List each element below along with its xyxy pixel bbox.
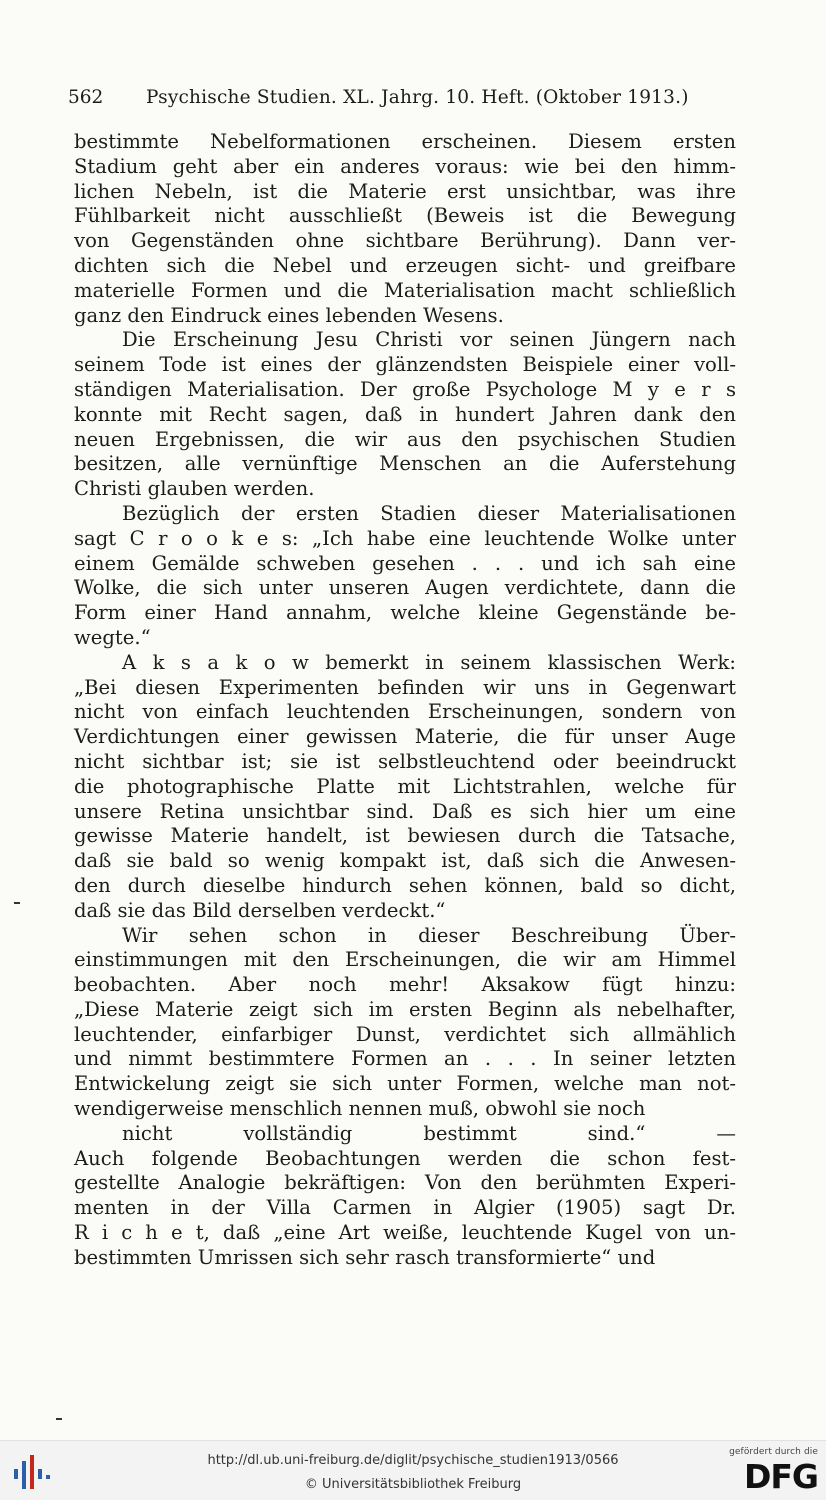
text-line: Wir sehen schon in dieser Beschreibung Über- bbox=[122, 923, 736, 947]
text-line: R i c h e t, daß „eine Art weiße, leuchtende Kugel von un- bbox=[74, 1221, 736, 1245]
text-line: „Bei diesen Experimenten befinden wir uns in Gegenwart bbox=[74, 675, 736, 699]
text-line: seinem Tode ist eines der glänzendsten Beispiele einer voll- bbox=[74, 353, 736, 377]
text-line: materielle Formen und die Materialisation macht schließlich bbox=[74, 278, 736, 302]
text-line: gewisse Materie handelt, ist bewiesen durch die Tatsache, bbox=[74, 824, 736, 848]
text-line: Fühlbarkeit nicht ausschließt (Beweis ist die Bewegung bbox=[74, 204, 736, 228]
text-line: A k s a k o w bemerkt in seinem klassischen Werk: bbox=[122, 650, 736, 674]
page-number: 562 bbox=[68, 87, 104, 108]
viewer-footer bbox=[0, 1440, 826, 1500]
running-title: Psychische Studien. XL. Jahrg. 10. Heft. (Oktober 1913.) bbox=[146, 87, 689, 108]
running-header bbox=[68, 84, 736, 112]
text-line: Bezüglich der ersten Stadien dieser Materialisationen bbox=[122, 501, 736, 525]
text-line: unsere Retina unsichtbar sind. Daß es sich hier um eine bbox=[74, 799, 736, 823]
sponsor-block bbox=[726, 1447, 818, 1497]
margin-mark bbox=[56, 1418, 62, 1420]
text-line: einem Gemälde schweben gesehen . . . und ich sah eine bbox=[74, 551, 736, 575]
text-line: Stadium geht aber ein anderes voraus: wie bei den himm- bbox=[74, 154, 736, 178]
body-text bbox=[74, 130, 736, 1271]
text-line: Christi glauben werden. bbox=[74, 477, 315, 501]
text-line: von Gegenständen ohne sichtbare Berührung). Dann ver- bbox=[74, 229, 736, 253]
text-line: beobachten. Aber noch mehr! Aksakow fügt hinzu: bbox=[74, 973, 736, 997]
text-line: menten in der Villa Carmen in Algier (1905) sagt Dr. bbox=[74, 1196, 736, 1220]
text-line: Auch folgende Beobachtungen werden die schon fest- bbox=[74, 1146, 736, 1170]
text-line: Form einer Hand annahm, welche kleine Gegenstände be- bbox=[74, 601, 736, 625]
text-line: wendigerweise menschlich nennen muß, obwohl sie noch bbox=[74, 1097, 646, 1121]
text-line: nicht sichtbar ist; sie ist selbstleuchtend oder beeindruckt bbox=[74, 749, 736, 773]
text-line: nicht von einfach leuchtenden Erscheinungen, sondern von bbox=[74, 700, 736, 724]
text-line: dichten sich die Nebel und erzeugen sicht- und greifbare bbox=[74, 253, 736, 277]
text-line: daß sie bald so wenig kompakt ist, daß sich die Anwesen- bbox=[74, 849, 736, 873]
text-line: leuchtender, einfarbiger Dunst, verdichtet sich allmählich bbox=[74, 1022, 736, 1046]
page-url-link[interactable]: http://dl.ub.uni-freiburg.de/diglit/psychische_studien1913/0566 bbox=[207, 1453, 619, 1468]
text-line: gestellte Analogie bekräftigen: Von den berühmten Experi- bbox=[74, 1171, 736, 1195]
text-line: neuen Ergebnissen, die wir aus den psychischen Studien bbox=[74, 427, 736, 451]
margin-mark bbox=[14, 902, 20, 904]
dfg-logo-icon: DFG bbox=[743, 1457, 818, 1496]
sponsor-note: gefördert durch die bbox=[729, 1447, 818, 1457]
text-line: konnte mit Recht sagen, daß in hundert Jahren dank den bbox=[74, 402, 736, 426]
text-line: Entwickelung zeigt sie sich unter Formen, welche man not- bbox=[74, 1072, 736, 1096]
text-line: wegte.“ bbox=[74, 625, 151, 649]
text-line: bestimmte Nebelformationen erscheinen. Diesem ersten bbox=[74, 130, 736, 153]
copyright-notice: © Universitätsbibliothek Freiburg bbox=[304, 1477, 522, 1492]
text-line: daß sie das Bild derselben verdeckt.“ bbox=[74, 898, 446, 922]
text-line: ganz den Eindruck eines lebenden Wesens. bbox=[74, 303, 504, 327]
text-line: die photographische Platte mit Lichtstrahlen, welche für bbox=[74, 774, 736, 798]
text-line: einstimmungen mit den Erscheinungen, die wir am Himmel bbox=[74, 948, 736, 972]
text-line: bestimmten Umrissen sich sehr rasch transformierte“ und bbox=[74, 1245, 656, 1269]
text-line: und nimmt bestimmtere Formen an . . . In seiner letzten bbox=[74, 1047, 736, 1071]
text-line: ständigen Materialisation. Der große Psychologe M y e r s bbox=[74, 377, 736, 401]
text-line: den durch dieselbe hindurch sehen können, bald so dicht, bbox=[74, 873, 736, 897]
text-line: sagt C r o o k e s: „Ich habe eine leuchtende Wolke unter bbox=[74, 526, 736, 550]
text-line: Verdichtungen einer gewissen Materie, die für unser Auge bbox=[74, 725, 736, 749]
text-line: lichen Nebeln, ist die Materie erst unsichtbar, was ihre bbox=[74, 179, 736, 203]
text-line: „Diese Materie zeigt sich im ersten Beginn als nebelhafter, bbox=[74, 997, 736, 1021]
text-line: Wolke, die sich unter unseren Augen verdichtete, dann die bbox=[74, 576, 736, 600]
text-line: Die Erscheinung Jesu Christi vor seinen Jüngern nach bbox=[122, 328, 736, 352]
text-line: besitzen, alle vernünftige Menschen an die Auferstehung bbox=[74, 452, 736, 476]
text-line: nicht vollständig bestimmt sind.“ — bbox=[122, 1121, 736, 1145]
